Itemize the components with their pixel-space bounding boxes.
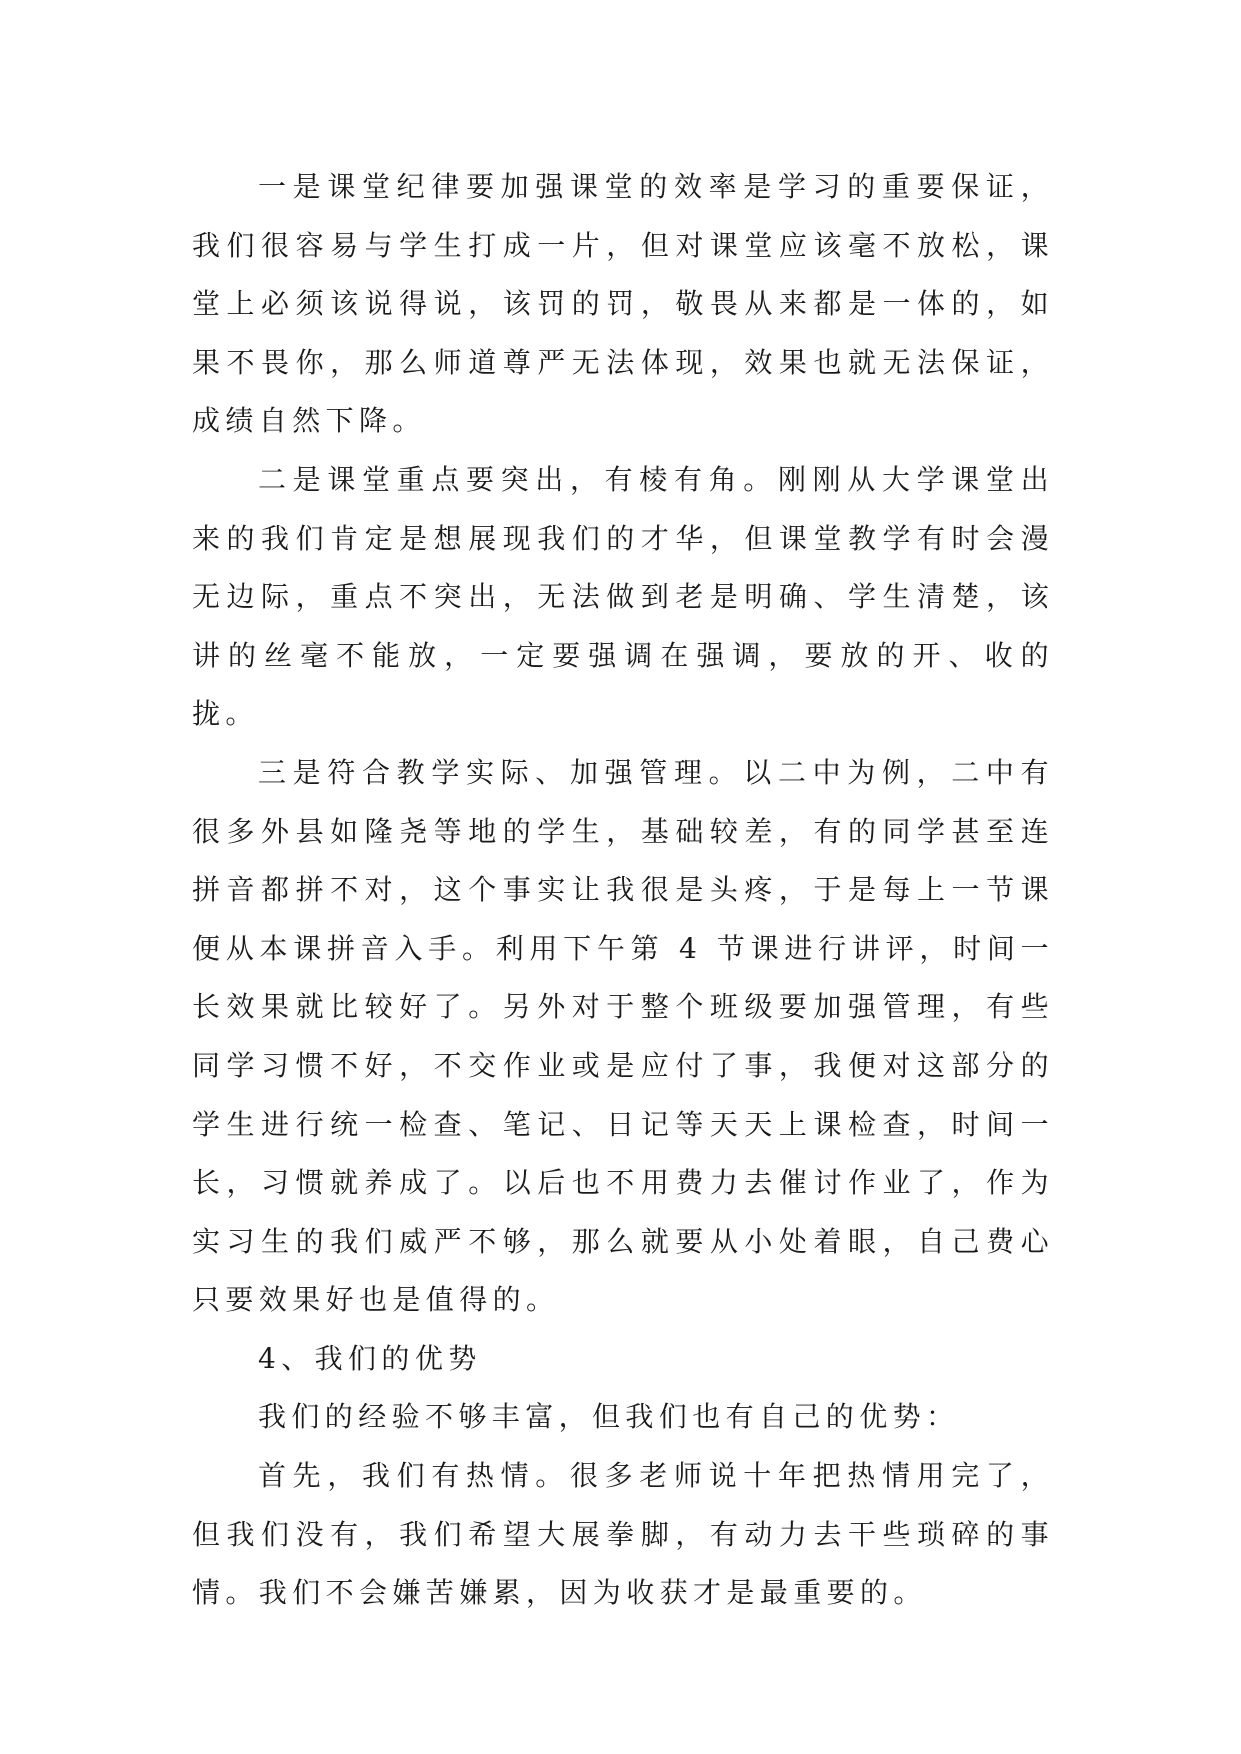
section-heading-advantages: 4、我们的优势 — [258, 1341, 482, 1375]
paragraph-enthusiasm: 首先，我们有热情。很多老师说十年把热情用完了，但我们没有，我们希望大展拳脚，有动力去干些琐碎的事情。我们不会嫌苦嫌累，因为收获才是最重要的。 — [192, 1459, 1054, 1610]
paragraph-classroom-discipline: 一是课堂纪律要加强课堂的效率是学习的重要保证，我们很容易与学生打成一片，但对课堂应该毫不放松，课堂上必须该说得说，该罚的罚，敬畏从来都是一体的，如果不畏你，那么师道尊严无法体现，效果也就无法保证，成绩自然下降。 — [192, 170, 1054, 438]
paragraph-teaching-management: 三是符合教学实际、加强管理。以二中为例，二中有很多外县如隆尧等地的学生，基础较差，有的同学甚至连拼音都拼不对，这个事实让我很是头疼，于是每上一节课便从本课拼音入手。利用下午第 4 节课进行讲评，时间一长效果就比较好了。另外对于整个班级要加强管理，有些同学习惯不好，不交作业或是应付了事，我便对这部分的学生进行统一检查、笔记、日记等天天上课检查，时间一长，习惯就养成了。以后也不用费力去催讨作业了，作为实习生的我们威严不够，那么就要从小处着眼，自己费心只要效果好也是值得的。 — [192, 755, 1054, 1317]
document-body — [192, 158, 1054, 1623]
paragraph-advantages-intro: 我们的经验不够丰富，但我们也有自己的优势： — [258, 1400, 960, 1434]
paragraph-classroom-focus: 二是课堂重点要突出，有棱有角。刚刚从大学课堂出来的我们肯定是想展现我们的才华，但课堂教学有时会漫无边际，重点不突出，无法做到老是明确、学生清楚，该讲的丝毫不能放，一定要强调在强调，要放的开、收的拢。 — [192, 462, 1054, 731]
